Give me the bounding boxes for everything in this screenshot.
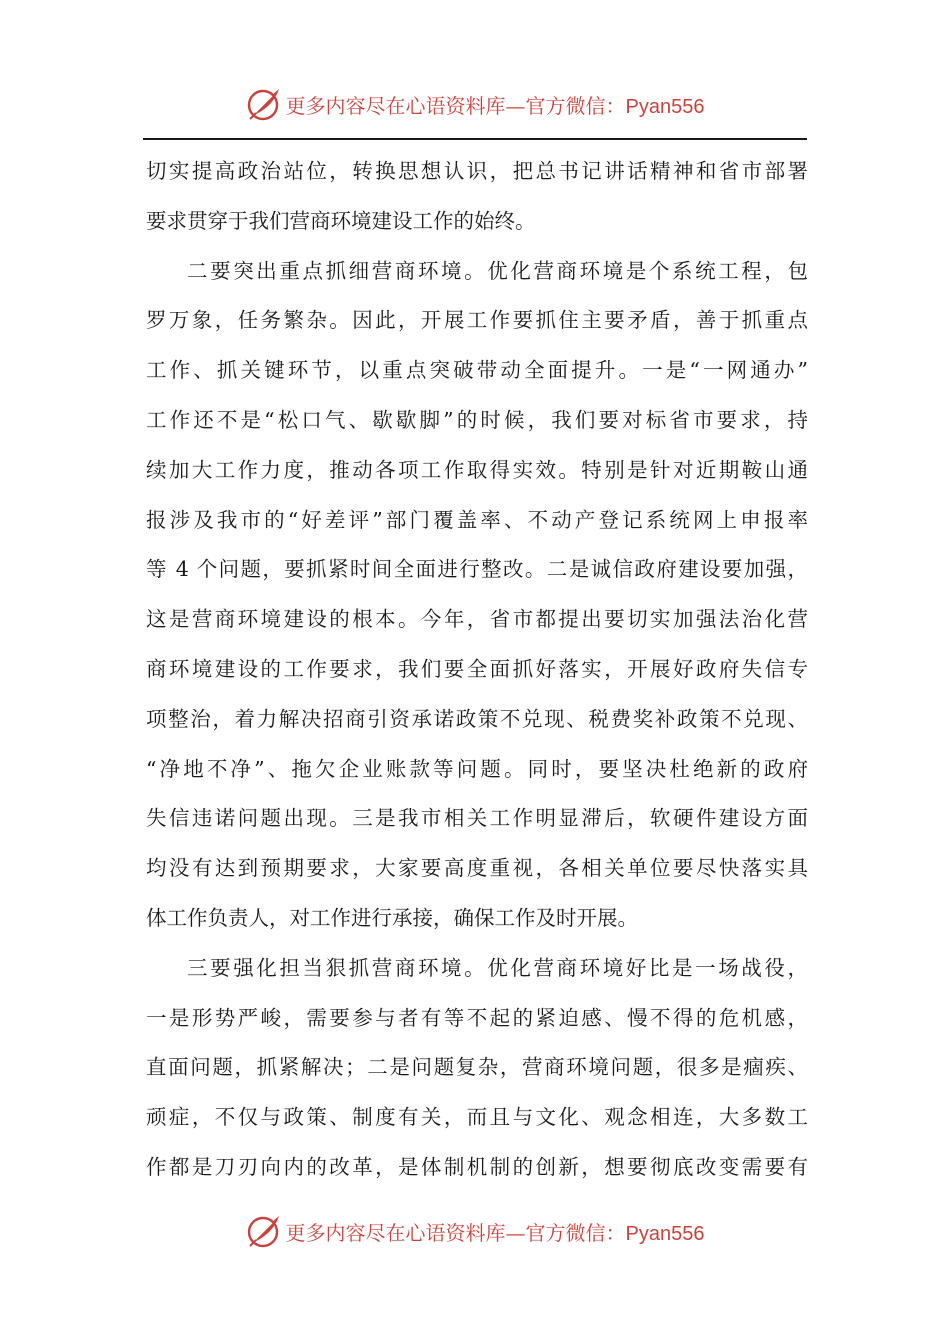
banner-label: 更多内容尽在心语资料库—官方微信：: [285, 93, 626, 118]
text-line: 这是营商环境建设的根本。今年，省市都提出要切实加强法治化营: [146, 607, 808, 632]
text-line: 切实提高政治站位，转换思想认识，把总书记讲话精神和省市部署: [146, 159, 808, 183]
banner-text: [286, 90, 705, 119]
text-line: 作都是刀刃向内的改革，是体制机制的创新，想要彻底改变需要有: [146, 1154, 808, 1179]
text-line: 体工作负责人，对工作进行承接，确保工作及时开展。: [146, 905, 638, 930]
text-line: 报涉及我市的“好差评”部门覆盖率、不动产登记系统网上申报率: [146, 507, 808, 532]
header-divider: [143, 138, 807, 140]
text-line: 罗万象，任务繁杂。因此，开展工作要抓住主要矛盾，善于抓重点: [146, 308, 808, 333]
text-line: 二要突出重点抓细营商环境。优化营商环境是个系统工程，包: [187, 258, 808, 283]
text-line: 失信违诺问题出现。三是我市相关工作明显滞后，软硬件建设方面: [146, 806, 808, 831]
text-line: 一是形势严峻，需要参与者有等不起的紧迫感、慢不得的危机感，: [146, 1005, 808, 1030]
banner-text: [286, 1217, 705, 1246]
header-banner: [0, 82, 950, 126]
text-line: 顽症，不仅与政策、制度有关，而且与文化、观念相连，大多数工: [146, 1105, 808, 1130]
footer-banner: [0, 1209, 950, 1253]
text-line: 项整治，着力解决招商引资承诺政策不兑现、税费奖补政策不兑现、: [146, 706, 808, 731]
text-line: 工作、抓关键环节，以重点突破带动全面提升。一是“一网通办”: [146, 358, 808, 383]
document-body: [146, 147, 808, 1193]
text-line: 商环境建设的工作要求，我们要全面抓好落实，开展好政府失信专: [146, 656, 808, 681]
quill-logo-icon: [246, 86, 282, 122]
wechat-id: Pyan556: [625, 95, 705, 118]
text-line: 续加大工作力度，推动各项工作取得实效。特别是针对近期鞍山通: [146, 457, 808, 482]
text-line: “净地不净”、拖欠企业账款等问题。同时，要坚决杜绝新的政府: [146, 756, 808, 781]
banner-label: 更多内容尽在心语资料库—官方微信：: [285, 1220, 626, 1245]
text-line: 直面问题，抓紧解决；二是问题复杂，营商环境问题，很多是痼疾、: [146, 1055, 808, 1080]
wechat-id: Pyan556: [625, 1222, 705, 1245]
text-line: 工作还不是“松口气、歇歇脚”的时候，我们要对标省市要求，持: [146, 407, 808, 432]
text-line: 均没有达到预期要求，大家要高度重视，各相关单位要尽快落实具: [146, 856, 808, 881]
quill-logo-icon: [246, 1213, 282, 1249]
text-line: 三要强化担当狠抓营商环境。优化营商环境好比是一场战役，: [187, 955, 808, 980]
text-line: 要求贯穿于我们营商环境建设工作的始终。: [146, 208, 536, 233]
text-line: 等 4 个问题，要抓紧时间全面进行整改。二是诚信政府建设要加强，: [146, 557, 808, 582]
